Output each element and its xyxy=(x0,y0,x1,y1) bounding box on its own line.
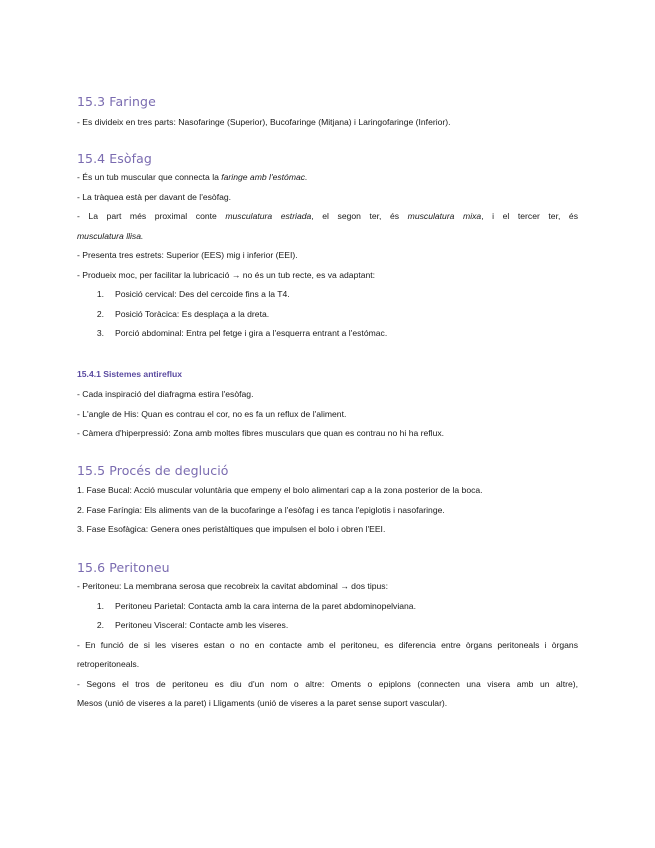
italic-span: musculatura mixa xyxy=(407,211,482,221)
section-deglucio-body xyxy=(77,481,578,540)
paragraph: - L'angle de His: Quan es contrau el cor, no es fa un reflux de l'aliment. xyxy=(77,408,347,419)
section-antireflux-body xyxy=(77,385,578,444)
list-number: 3. xyxy=(96,328,104,338)
paragraph xyxy=(77,168,578,188)
paragraph: - Peritoneu: La membrana serosa que recobreix la cavitat abdominal → dos tipus: xyxy=(77,581,388,591)
section-title-peritoneu: 15.6 Peritoneu xyxy=(77,560,170,575)
italic-span: musculatura estriada xyxy=(225,211,312,221)
list-item xyxy=(77,305,578,325)
list-text: Porció abdominal: Entra pel fetge i gira a l'esquerra entrant a l'estómac. xyxy=(115,328,388,338)
section-esofag xyxy=(77,151,578,166)
paragraph: - Cada inspiració del diafragma estira l'esòfag. xyxy=(77,389,254,399)
list-number: 1. xyxy=(96,600,104,611)
text-span: - És un tub muscular que connecta la xyxy=(77,172,222,182)
paragraph: Mesos (unió de viseres a la paret) i Lligaments (unió de viseres a la paret sense suport vascular). xyxy=(77,698,448,708)
paragraph: - Càmera d'hiperpressió: Zona amb moltes fibres musculars que quan es contrau no hi ha reflux. xyxy=(77,428,445,438)
section-peritoneu-body xyxy=(77,577,578,714)
paragraph: - Produeix moc, per facilitar la lubricació → no és un tub recte, es va adaptant: xyxy=(77,269,376,280)
list-text: Posició Toràcica: Es desplaça a la dreta. xyxy=(115,308,270,319)
section-antireflux xyxy=(77,369,578,379)
list-text: Peritoneu Parietal: Contacta amb la cara interna de la paret abdominopelviana. xyxy=(115,600,416,611)
section-peritoneu xyxy=(77,560,578,575)
list-item xyxy=(77,285,578,305)
text-span: , i el tercer ter, és xyxy=(481,211,578,221)
paragraph: retroperitoneals. xyxy=(77,659,140,669)
text-span: - La part més proximal conte xyxy=(77,211,226,221)
list-number: 2. xyxy=(96,620,104,630)
list-item xyxy=(77,324,578,344)
paragraph-justified: - En funció de si les viseres estan o no en contacte amb el peritoneu, es diferencia entre òrgans peritoneals i òrgans xyxy=(77,639,578,650)
list-text: Peritoneu Visceral: Contacte amb les viseres. xyxy=(115,620,289,630)
paragraph: 1. Fase Bucal: Acció muscular voluntària que empeny el bolo alimentari cap a la zona posterior de la boca. xyxy=(77,485,483,495)
subsection-title-antireflux: 15.4.1 Sistemes antireflux xyxy=(77,369,183,379)
section-title-faringe: 15.3 Faringe xyxy=(77,94,156,109)
section-deglucio xyxy=(77,463,578,478)
section-faringe-body xyxy=(77,113,578,133)
paragraph xyxy=(77,227,578,247)
section-esofag-body xyxy=(77,168,578,344)
section-title-esofag: 15.4 Esòfag xyxy=(77,151,152,166)
text-span: , el segon ter, és xyxy=(311,211,408,221)
paragraph-justified: - Segons el tros de peritoneu es diu d'un nom o altre: Oments o epiplons (connecten una visera amb un altre), xyxy=(77,678,578,689)
paragraph-justified xyxy=(77,207,578,227)
paragraph: 3. Fase Esofàgica: Genera ones peristàltiques que impulsen el bolo i obren l'EEI. xyxy=(77,524,386,534)
section-faringe xyxy=(77,94,578,109)
paragraph: - Es divideix en tres parts: Nasofaringe (Superior), Bucofaringe (Mitjana) i Laringofaringe (Inferior). xyxy=(77,117,451,127)
list-number: 2. xyxy=(96,308,104,319)
italic-span: musculatura llisa. xyxy=(77,230,144,241)
list-number: 1. xyxy=(96,289,104,299)
list-item xyxy=(77,597,578,617)
paragraph: 2. Fase Faríngia: Els aliments van de la bucofaringe a l'esòfag i es tanca l'epiglotis i nasofaringe. xyxy=(77,504,445,515)
section-title-deglucio: 15.5 Procés de deglució xyxy=(77,463,229,478)
italic-span: faringe amb l'estómac. xyxy=(221,172,308,182)
list-text: Posició cervical: Des del cercoide fins a la T4. xyxy=(115,289,290,299)
list-item xyxy=(77,616,578,636)
paragraph: - La tràquea està per davant de l'esòfag. xyxy=(77,191,232,202)
paragraph: - Presenta tres estrets: Superior (EES) mig i inferior (EEI). xyxy=(77,250,298,260)
